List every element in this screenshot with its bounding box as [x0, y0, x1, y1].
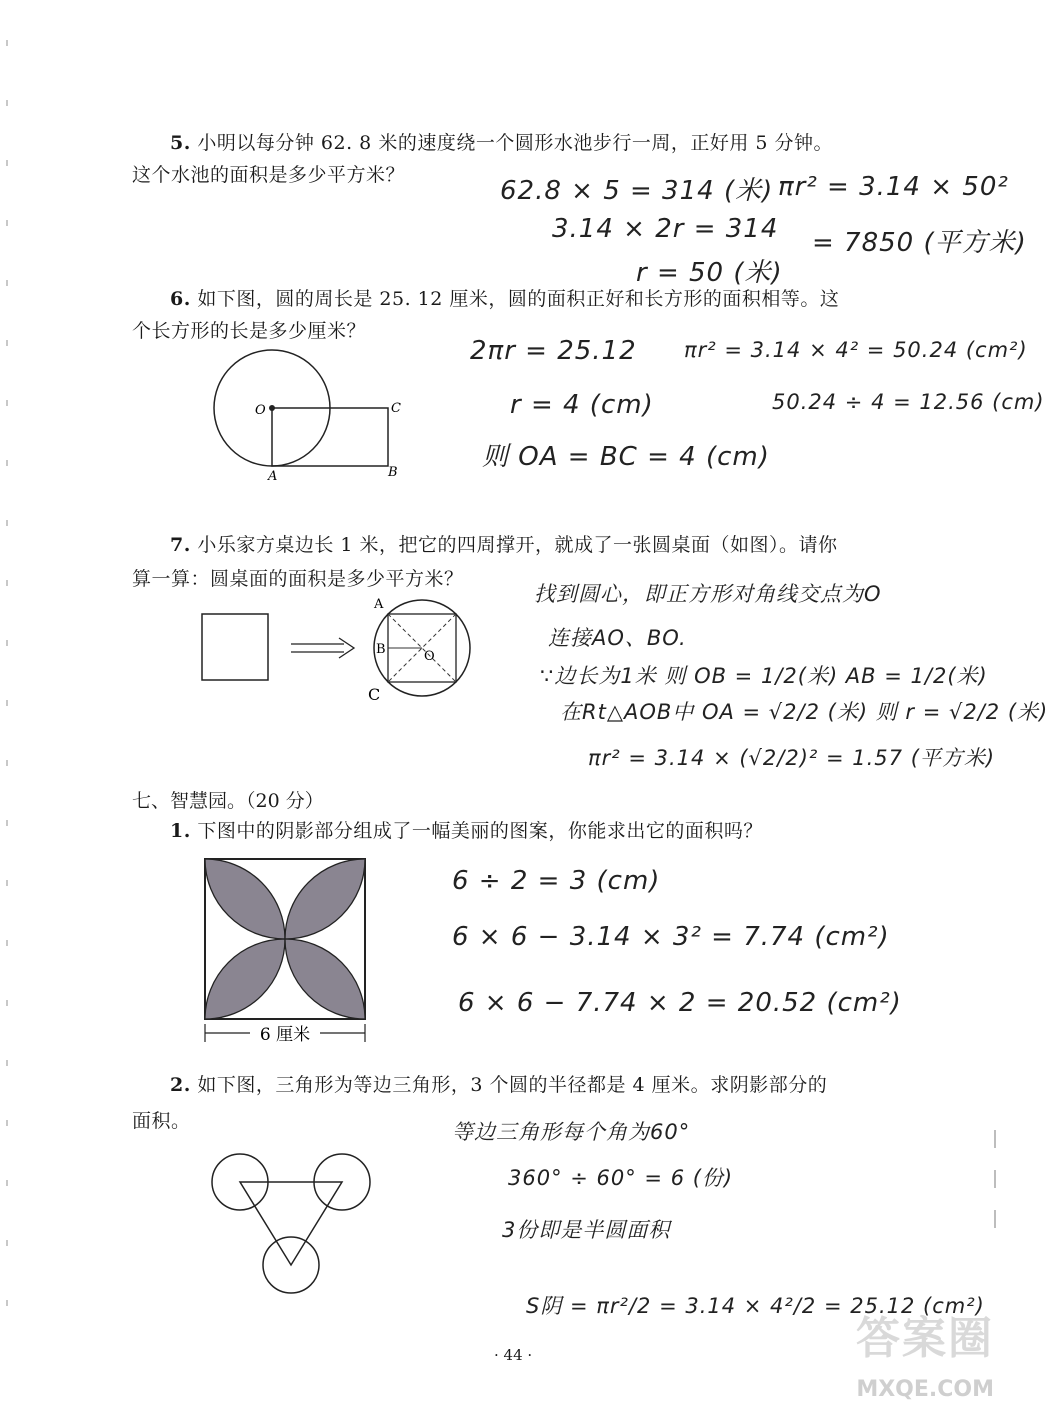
problem-7-text: 小乐家方桌边长 1 米，把它的四周撑开，就成了一张圆桌面（如图）。请你	[197, 534, 838, 556]
s7-problem-2-line-2: 面积。	[132, 1110, 191, 1132]
arrow-icon	[291, 638, 354, 658]
scan-edge-right	[994, 1130, 996, 1250]
s7-p1-work-3: 6 × 6 − 7.74 × 2 = 20.52 (cm²)	[458, 988, 902, 1018]
problem-5-line-2: 这个水池的面积是多少平方米？	[132, 164, 406, 186]
p5-work-5: = 7850 (平方米)	[812, 228, 1027, 258]
label-a: A	[268, 469, 278, 484]
page-number: · 44 ·	[494, 1346, 533, 1364]
label-c: C	[368, 685, 381, 704]
center-dot	[269, 405, 275, 411]
circle-rectangle-figure	[200, 340, 420, 490]
label-b: B	[376, 642, 386, 657]
problem-5-line-1	[170, 128, 833, 158]
problem-6-line-2: 个长方形的长是多少厘米？	[132, 320, 367, 342]
petal-bottom-right	[285, 939, 365, 1019]
s7-problem-1-line-1	[170, 816, 763, 846]
s7-problem-1-text: 下图中的阴影部分组成了一幅美丽的图案，你能求出它的面积吗？	[197, 820, 763, 842]
s7-problem-2-number: 2.	[170, 1074, 191, 1096]
problem-7-line-2: 算一算：圆桌面的面积是多少平方米？	[132, 568, 464, 590]
p7-work-4: 在Rt△AOB中 OA = √2/2 (米) 则 r = √2/2 (米)	[560, 700, 1048, 724]
p7-work-3: ∵边长为1米 则 OB = 1/2(米) AB = 1/2(米)	[540, 664, 988, 688]
petal-pattern-figure	[198, 852, 372, 1048]
s7-p2-work-1: 等边三角形每个角为60°	[452, 1120, 691, 1144]
problem-6-number: 6.	[170, 288, 191, 310]
s7-problem-1-number: 1.	[170, 820, 191, 842]
label-o: O	[255, 403, 266, 418]
p6-work-2: r = 4 (cm)	[510, 390, 654, 420]
p7-work-2: 连接AO、BO.	[548, 626, 687, 650]
label-c: C	[391, 401, 401, 416]
p6-work-5: 50.24 ÷ 4 = 12.56 (cm)	[772, 390, 1045, 414]
p5-work-2: 3.14 × 2r = 314	[552, 214, 779, 244]
p7-work-1: 找到圆心，即正方形对角线交点为O	[534, 582, 882, 606]
s7-p1-work-1: 6 ÷ 2 = 3 (cm)	[452, 866, 661, 896]
p5-work-3: r = 50 (米)	[636, 258, 783, 288]
problem-7-line-1	[170, 530, 838, 560]
table-square	[202, 614, 268, 680]
dimension-label: 6 厘米	[259, 1025, 311, 1045]
watermark-bottom: MXQE.COM	[856, 1377, 994, 1402]
s7-p1-work-2: 6 × 6 − 3.14 × 3² = 7.74 (cm²)	[452, 922, 890, 952]
problem-6-text: 如下图，圆的周长是 25. 12 厘米，圆的面积正好和长方形的面积相等。这	[197, 288, 840, 310]
p5-work-1: 62.8 × 5 = 314 (米)	[500, 176, 774, 206]
p6-work-1: 2πr = 25.12	[470, 336, 637, 366]
square-to-circle-figure	[196, 596, 486, 706]
petal-bottom-left	[205, 939, 285, 1019]
p7-work-5: πr² = 3.14 × (√2/2)² = 1.57 (平方米)	[588, 746, 996, 770]
s7-p2-work-3: 3份即是半圆面积	[502, 1218, 671, 1242]
label-o: O	[424, 649, 435, 664]
problem-7-number: 7.	[170, 534, 191, 556]
shaded-petals	[205, 859, 365, 1019]
label-a: A	[374, 597, 384, 612]
watermark	[824, 1302, 994, 1402]
triangle-circles-figure	[205, 1140, 375, 1300]
p5-work-4: πr² = 3.14 × 50²	[778, 172, 1009, 202]
p6-work-3: 则 OA = BC = 4 (cm)	[482, 442, 770, 472]
problem-5-text: 小明以每分钟 62. 8 米的速度绕一个圆形水池步行一周，正好用 5 分钟。	[197, 132, 833, 154]
scan-edge-left	[6, 40, 8, 1340]
petal-top-right	[285, 859, 365, 939]
watermark-top: 答案圈	[856, 1313, 994, 1364]
s7-problem-2-line-1	[170, 1070, 827, 1100]
s7-p2-work-2: 360° ÷ 60° = 6 (份)	[508, 1166, 734, 1190]
petal-top-left	[205, 859, 285, 939]
label-b: B	[388, 465, 398, 480]
equilateral-triangle	[240, 1182, 342, 1265]
s7-problem-2-text: 如下图，三角形为等边三角形，3 个圆的半径都是 4 厘米。求阴影部分的	[197, 1074, 828, 1096]
section-title: 七、智慧园。（20 分）	[132, 790, 324, 812]
s7-p2-work-4: S阴 = πr²/2 = 3.14 × 4²/2 = 25.12 (cm²)	[526, 1294, 985, 1318]
problem-6-line-1	[170, 284, 839, 314]
problem-5-number: 5.	[170, 132, 191, 154]
p6-work-4: πr² = 3.14 × 4² = 50.24 (cm²)	[684, 338, 1028, 362]
